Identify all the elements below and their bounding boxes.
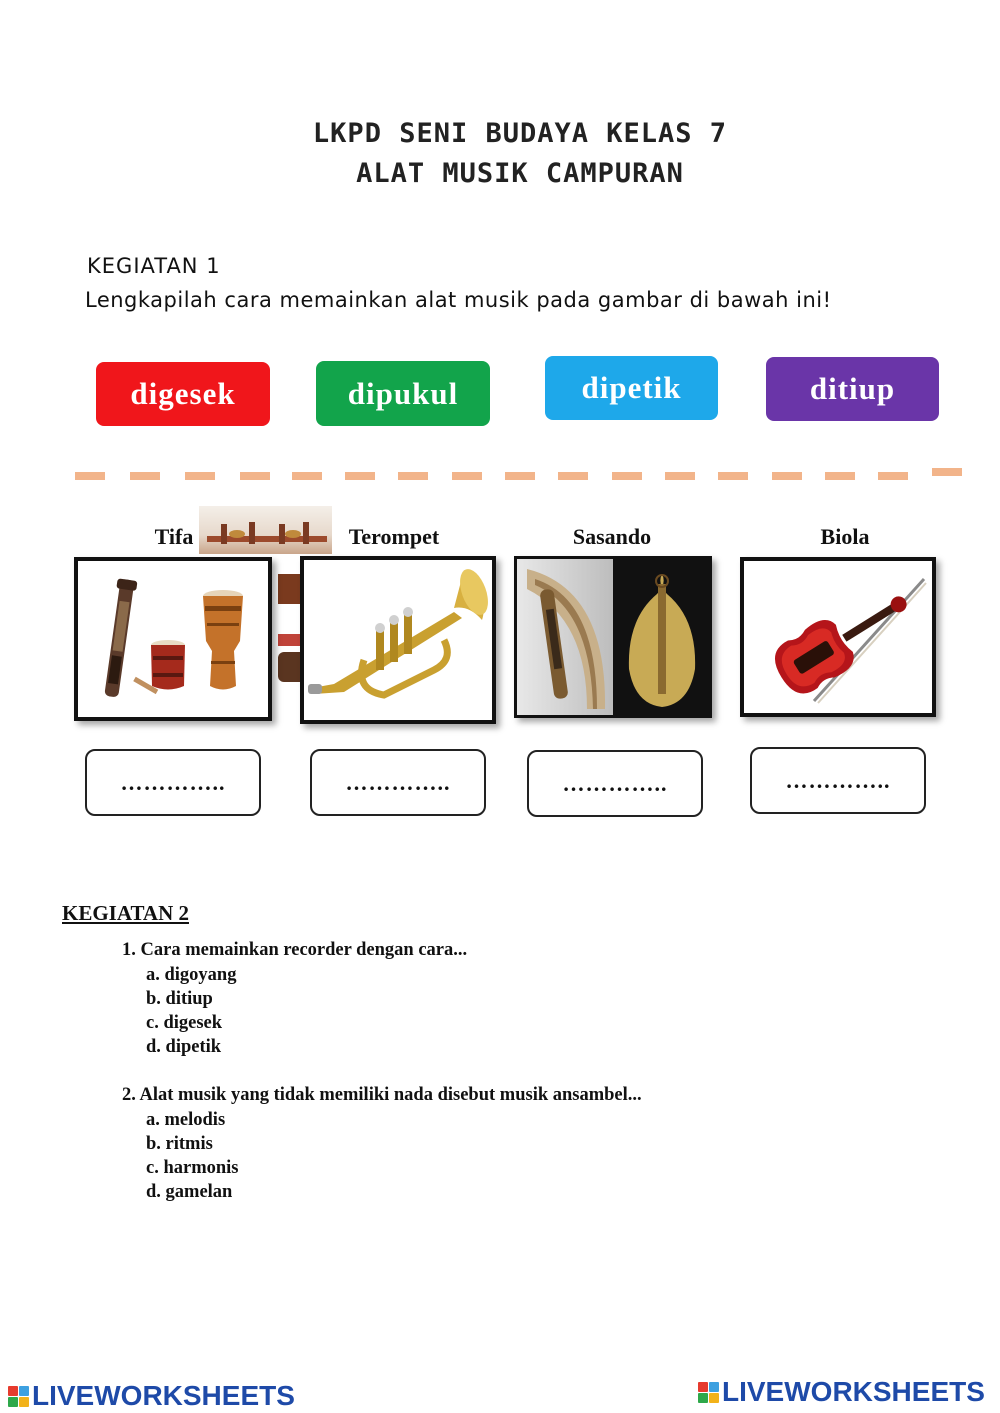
question-1-option-d[interactable]: d. dipetik: [146, 1037, 222, 1057]
question-1: 1. Cara memainkan recorder dengan cara...: [122, 940, 468, 960]
instrument-name-biola: Biola: [820, 524, 870, 549]
instrument-name-sasando: Sasando: [572, 524, 652, 549]
liveworksheets-logo-icon: [8, 1386, 29, 1407]
question-1-option-a[interactable]: a. digoyang: [146, 965, 237, 985]
instrument-name-tifa: Tifa: [154, 524, 194, 549]
instrument-name-terompet: Terompet: [348, 524, 440, 549]
activity1-heading: KEGIATAN 1: [87, 254, 221, 278]
activity1-instruction: Lengkapilah cara memainkan alat musik pada gambar di bawah ini!: [85, 288, 832, 312]
violin-image: [740, 557, 936, 717]
brand-text-left: LIVEWORKSHEETS: [32, 1380, 295, 1411]
gamelan-image-fragment: [199, 506, 332, 554]
question-2-option-d[interactable]: d. gamelan: [146, 1182, 233, 1202]
answer-box-terompet[interactable]: …………..: [310, 749, 486, 816]
question-2: 2. Alat musik yang tidak memiliki nada disebut musik ansambel...: [122, 1085, 642, 1105]
brand-text-right: LIVEWORKSHEETS: [722, 1376, 985, 1407]
question-1-option-b[interactable]: b. ditiup: [146, 989, 213, 1009]
trumpet-image: [300, 556, 496, 724]
question-2-option-a[interactable]: a. melodis: [146, 1110, 226, 1130]
page-title-line1: LKPD SENI BUDAYA KELAS 7: [312, 118, 728, 149]
liveworksheets-logo-icon: [698, 1382, 719, 1403]
answer-box-biola[interactable]: …………..: [750, 747, 926, 814]
question-1-option-c[interactable]: c. digesek: [146, 1013, 223, 1033]
gamelan-image-fragment-side: [278, 554, 300, 689]
sasando-image: [514, 556, 712, 718]
activity2-heading: KEGIATAN 2: [62, 901, 189, 925]
question-2-option-b[interactable]: b. ritmis: [146, 1134, 213, 1154]
footer-brand-left: [8, 1380, 295, 1412]
choice-ditiup[interactable]: ditiup: [766, 357, 939, 421]
page-title-line2: ALAT MUSIK CAMPURAN: [356, 158, 684, 189]
answer-box-sasando[interactable]: …………..: [527, 750, 703, 817]
question-2-option-c[interactable]: c. harmonis: [146, 1158, 239, 1178]
choice-digesek[interactable]: digesek: [96, 362, 270, 426]
footer-brand-right: [698, 1376, 985, 1408]
choice-dipukul[interactable]: dipukul: [316, 361, 490, 426]
answer-box-tifa[interactable]: …………..: [85, 749, 261, 816]
tifa-drums-image: [74, 557, 272, 721]
choice-dipetik[interactable]: dipetik: [545, 356, 718, 420]
